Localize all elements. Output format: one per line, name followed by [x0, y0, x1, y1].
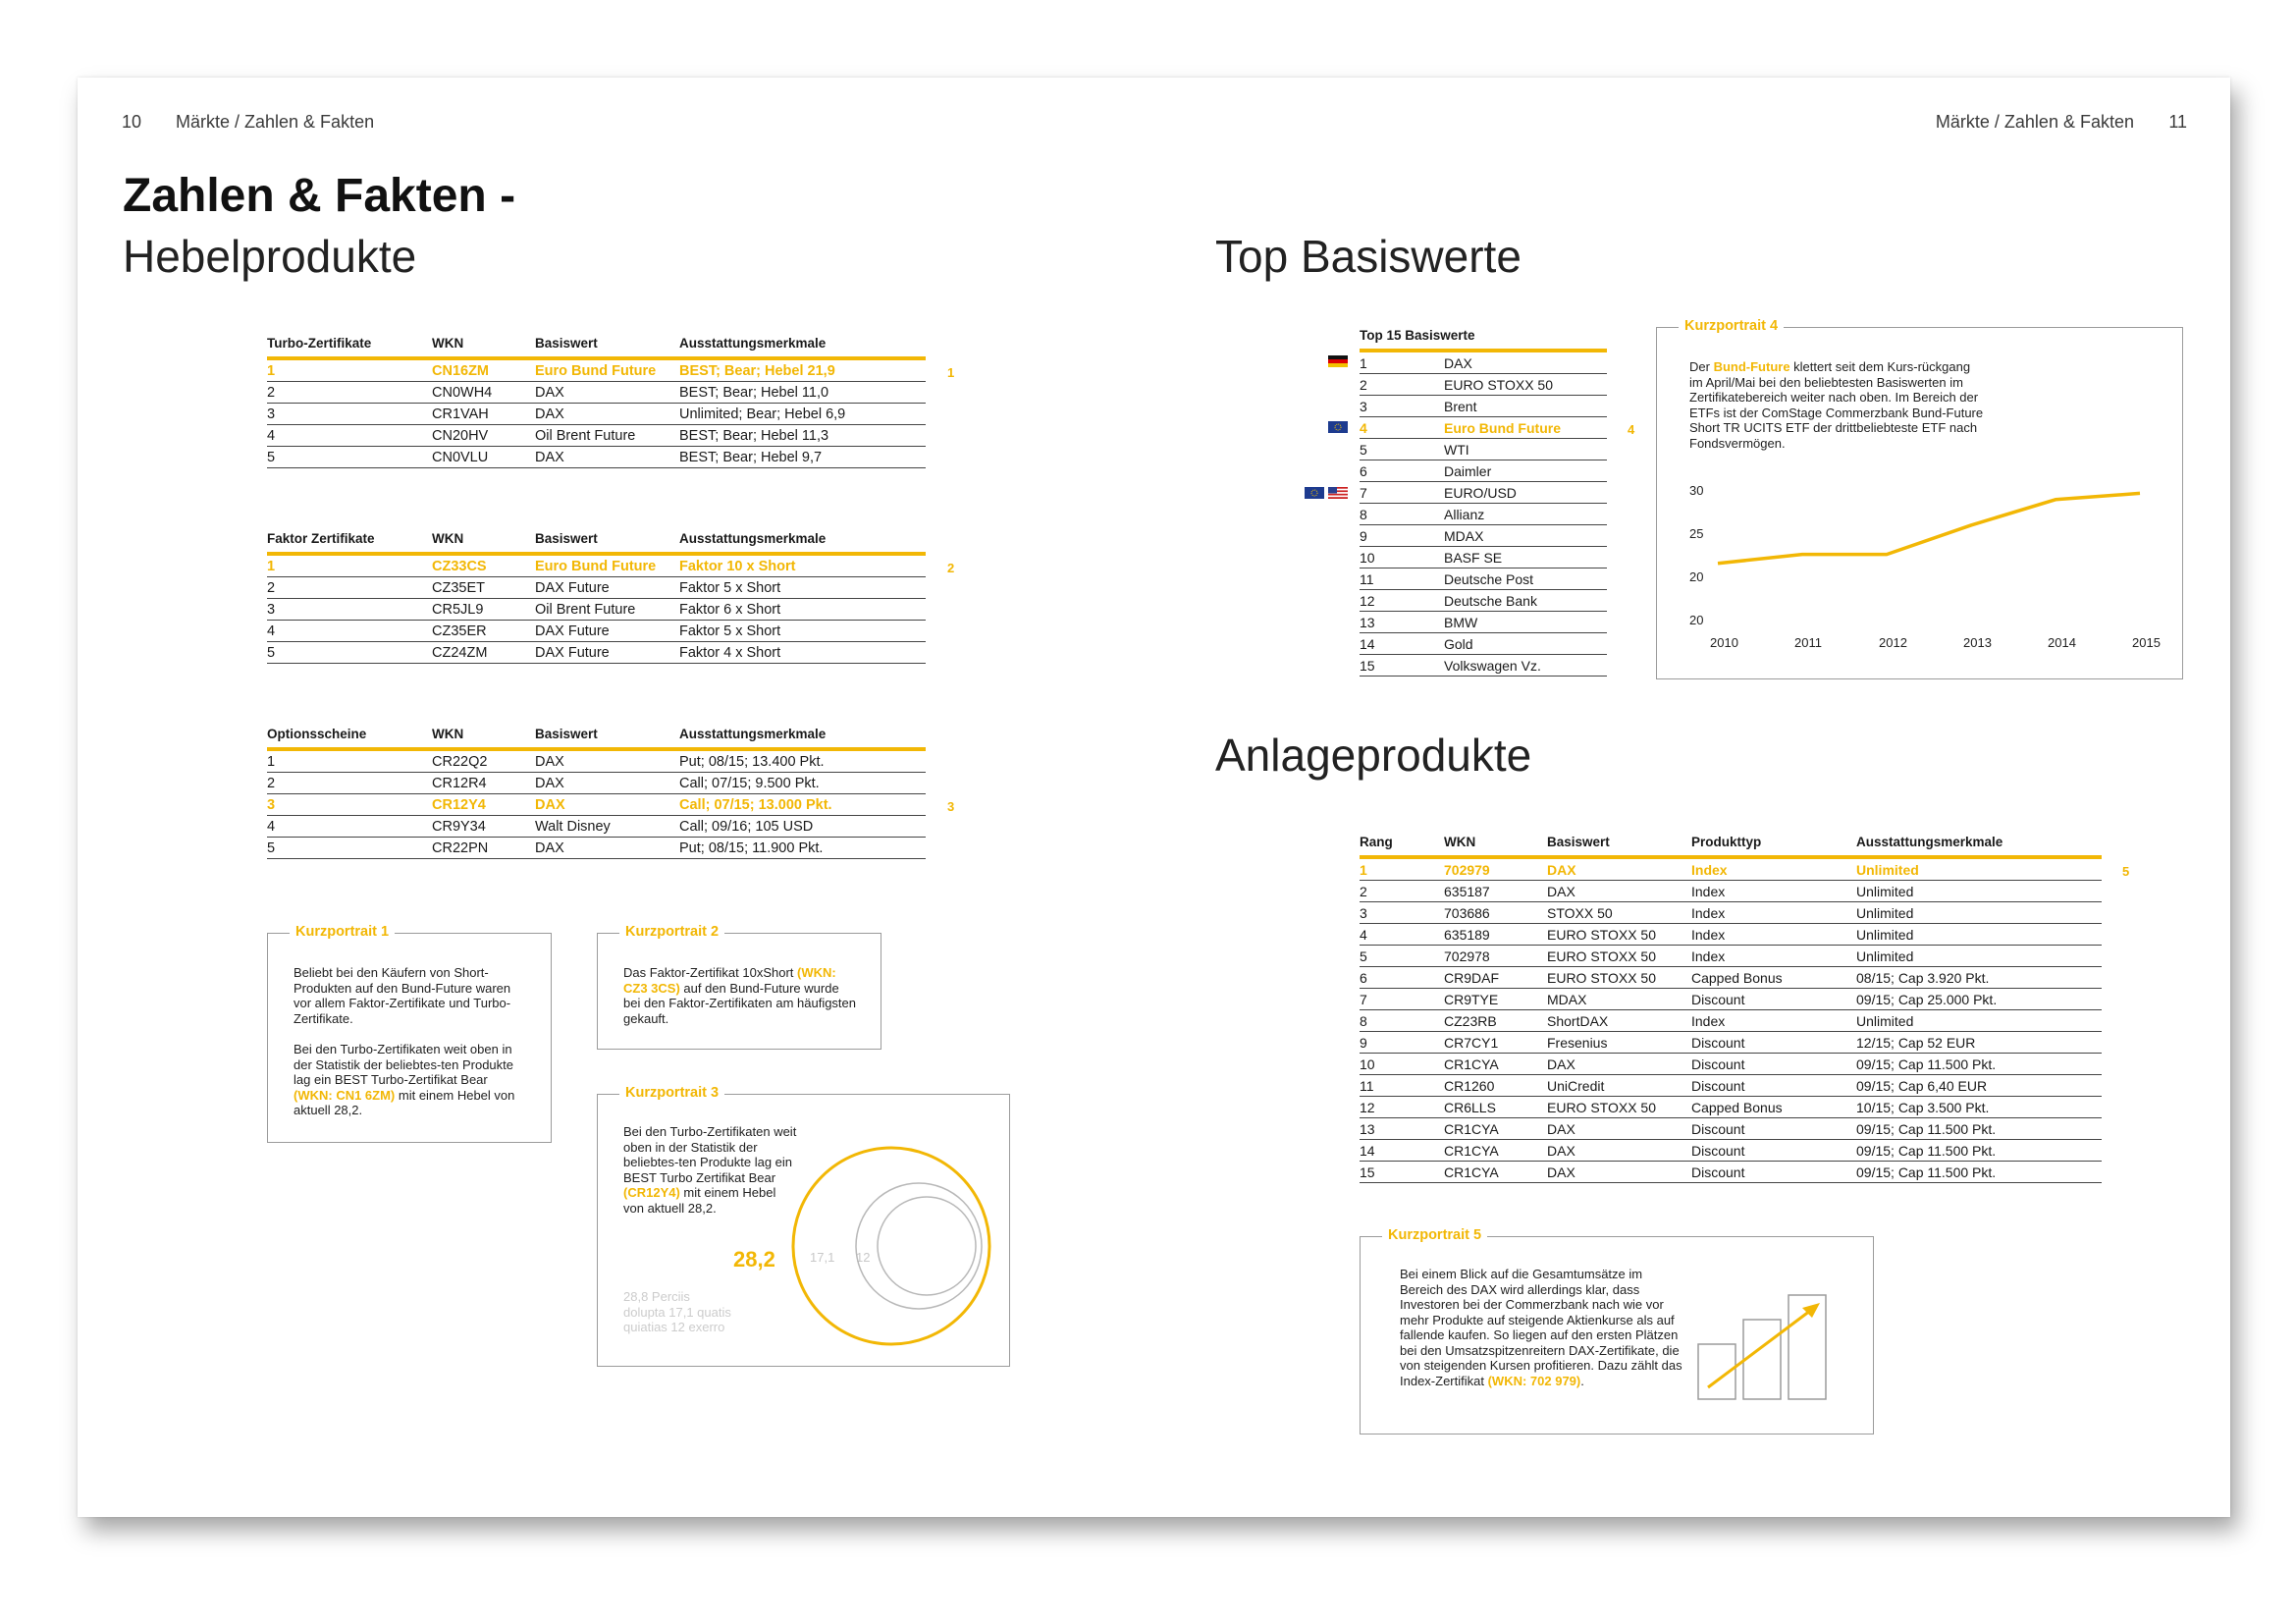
kurzportrait-1-box: [267, 924, 552, 1143]
column-header: Faktor Zertifikate: [267, 526, 432, 554]
table-row: 2 EURO STOXX 50: [1360, 374, 1607, 396]
wkn-highlight: (WKN: CN1 6ZM): [294, 1087, 396, 1103]
y-tick-label: 20: [1689, 569, 1704, 584]
kurzportrait-3-title: Kurzportrait 3: [619, 1085, 724, 1101]
x-tick-label: 2010: [1710, 635, 1738, 650]
faktor-table: [267, 526, 926, 664]
table-row: 9 CR7CY1 Fresenius Discount 12/15; Cap 52 EUR: [1360, 1032, 2102, 1054]
x-tick-label: 2011: [1794, 635, 1822, 650]
column-header: Turbo-Zertifikate: [267, 331, 432, 358]
eu-flag-icon: [1328, 421, 1348, 433]
table-row: 5 WTI: [1360, 439, 1607, 460]
table-row: 4 Euro Bund Future: [1360, 417, 1607, 439]
table-row: 5 702978 EURO STOXX 50 Index Unlimited: [1360, 946, 2102, 967]
table-row: 3 CR1VAH DAX Unlimited; Bear; Hebel 6,9: [267, 404, 926, 425]
table-row: 4 CR9Y34 Walt Disney Call; 09/16; 105 USD: [267, 816, 926, 838]
wkn-highlight: (WKN: CZ3 3CS): [623, 965, 836, 996]
table-row: 1 DAX: [1360, 351, 1607, 374]
table-row: 4 635189 EURO STOXX 50 Index Unlimited: [1360, 924, 2102, 946]
table-row: 3 CR5JL9 Oil Brent Future Faktor 6 x Short: [267, 599, 926, 621]
kurzportrait-1-text: Beliebt bei den Käufern von Short-Produkten auf den Bund-Future waren vor allem Faktor-Zertifikate und Turbo-Zertifikate. Bei den Turbo-Zertifikaten weit oben in der Statistik der beliebtes-ten Produkte lag ein BEST Turbo-Zertifikat Bear (WKN: CN1 6ZM) mit einem Hebel von aktuell 28,2.: [294, 965, 515, 1117]
anlageprodukte-title: Anlageprodukte: [1215, 730, 1532, 781]
table-row: 7 CR9TYE MDAX Discount 09/15; Cap 25.000 Pkt.: [1360, 989, 2102, 1010]
y-tick-label: 25: [1689, 526, 1704, 541]
table-row: 4 CZ35ER DAX Future Faktor 5 x Short: [267, 621, 926, 642]
column-header: Rang: [1360, 830, 1444, 857]
table-header-row: [267, 526, 926, 554]
wkn-highlight: (WKN: 702 979): [1487, 1373, 1581, 1388]
middle-ring: [856, 1183, 982, 1309]
page-title: Zahlen & Fakten -: [123, 170, 516, 222]
big-value: 28,2: [733, 1247, 775, 1272]
table-row: 11 CR1260 UniCredit Discount 09/15; Cap 6,40 EUR: [1360, 1075, 2102, 1097]
x-tick-label: 2015: [2132, 635, 2161, 650]
ring-chart: [789, 1144, 995, 1350]
eu-flag-icon: [1305, 487, 1324, 499]
rising-bars-icon: [1694, 1276, 1842, 1409]
table-row: 3 703686 STOXX 50 Index Unlimited: [1360, 902, 2102, 924]
kurzportrait-1-title: Kurzportrait 1: [290, 924, 395, 940]
kurzportrait-3-text: Bei den Turbo-Zertifikaten weit oben in der Statistik der beliebtes-ten Produkte lag ein BEST Turbo Zertifikat Bear (CR12Y4) mit einem Hebel von aktuell 28,2.: [623, 1124, 797, 1216]
y-tick-label: 20: [1689, 613, 1704, 627]
faktor-marker: 2: [947, 561, 955, 575]
table-row: 2 635187 DAX Index Unlimited: [1360, 881, 2102, 902]
german-flag-icon: [1328, 355, 1348, 367]
kurzportrait-5-box: [1360, 1227, 1874, 1435]
table-header-row: [1360, 323, 1607, 351]
table-row: 14 Gold: [1360, 633, 1607, 655]
left-page-number: 10: [122, 112, 142, 132]
table-row: 10 BASF SE: [1360, 547, 1607, 568]
bund-future-highlight: Bund-Future: [1713, 359, 1790, 374]
left-section-label: Märkte / Zahlen & Fakten: [176, 112, 375, 132]
ring-value-1: 17,1: [810, 1250, 835, 1265]
kurzportrait-2-box: [597, 924, 881, 1050]
table-row: 8 CZ23RB ShortDAX Index Unlimited: [1360, 1010, 2102, 1032]
page-subtitle: Hebelprodukte: [123, 231, 417, 282]
kurzportrait-5-title: Kurzportrait 5: [1382, 1227, 1487, 1243]
column-header: Basiswert: [535, 331, 679, 358]
table-row: 15 Volkswagen Vz.: [1360, 655, 1607, 677]
anlage-table: [1360, 830, 2102, 1183]
turbo-table: [267, 331, 926, 468]
right-page-number: 11: [2168, 112, 2187, 132]
kurzportrait-4-title: Kurzportrait 4: [1679, 318, 1784, 334]
brochure-spread: [78, 78, 2230, 1517]
options-marker: 3: [947, 799, 955, 814]
line-chart: [1657, 480, 2182, 667]
table-header-row: [267, 722, 926, 749]
table-row: 1 CZ33CS Euro Bund Future Faktor 10 x Short: [267, 554, 926, 577]
column-header: Basiswert: [535, 526, 679, 554]
table-row: 5 CN0VLU DAX BEST; Bear; Hebel 9,7: [267, 447, 926, 468]
right-section-label: Märkte / Zahlen & Fakten: [1935, 112, 2134, 132]
table-header-row: [267, 331, 926, 358]
kurzportrait-4-box: [1656, 318, 2183, 679]
column-header: Top 15 Basiswerte: [1360, 323, 1607, 351]
faded-text: 28,8 Perciis dolupta 17,1 quatis quiatias 12 exerro: [623, 1289, 731, 1334]
column-header: Ausstattungsmerkmale: [1856, 830, 2102, 857]
outer-ring: [793, 1148, 989, 1344]
kurzportrait-2-text: Das Faktor-Zertifikat 10xShort (WKN: CZ3 3CS) auf den Bund-Future wurde bei den Faktor-Zertifikaten am häufigsten gekauft.: [623, 965, 857, 1026]
table-row: 10 CR1CYA DAX Discount 09/15; Cap 11.500 Pkt.: [1360, 1054, 2102, 1075]
x-tick-label: 2014: [2048, 635, 2076, 650]
table-row: 6 CR9DAF EURO STOXX 50 Capped Bonus 08/15; Cap 3.920 Pkt.: [1360, 967, 2102, 989]
table-row: 3 Brent: [1360, 396, 1607, 417]
table-row: 13 BMW: [1360, 612, 1607, 633]
table-row: 5 CR22PN DAX Put; 08/15; 11.900 Pkt.: [267, 838, 926, 859]
column-header: Optionsscheine: [267, 722, 432, 749]
table-row: 4 CN20HV Oil Brent Future BEST; Bear; Hebel 11,3: [267, 425, 926, 447]
y-tick-label: 30: [1689, 483, 1704, 498]
table-row: 5 CZ24ZM DAX Future Faktor 4 x Short: [267, 642, 926, 664]
kurzportrait-2-title: Kurzportrait 2: [619, 924, 724, 940]
table-row: 6 Daimler: [1360, 460, 1607, 482]
top15-marker: 4: [1628, 422, 1635, 437]
kurzportrait-4-text: Der Bund-Future klettert seit dem Kurs-rückgang im April/Mai bei den beliebtesten Basiswerten im Zertifikatebereich weiter nach oben. Im Bereich der ETFs ist der ComStage Commerzbank Bund-Future Short TR UCITS ETF der drittbeliebteste ETF nach Fondsvermögen.: [1689, 359, 1984, 451]
turbo-marker: 1: [947, 365, 955, 380]
column-header: Ausstattungsmerkmale: [679, 331, 926, 358]
column-header: WKN: [1444, 830, 1547, 857]
table-row: 1 CR22Q2 DAX Put; 08/15; 13.400 Pkt.: [267, 749, 926, 773]
table-row: 2 CR12R4 DAX Call; 07/15; 9.500 Pkt.: [267, 773, 926, 794]
kurzportrait-3-box: [597, 1085, 1010, 1367]
wkn-highlight: (CR12Y4): [623, 1185, 680, 1200]
column-header: WKN: [432, 526, 535, 554]
table-row: 3 CR12Y4 DAX Call; 07/15; 13.000 Pkt.: [267, 794, 926, 816]
table-row: 15 CR1CYA DAX Discount 09/15; Cap 11.500 Pkt.: [1360, 1162, 2102, 1183]
ring-value-2: 12: [856, 1250, 871, 1265]
table-row: 7 EURO/USD: [1360, 482, 1607, 504]
table-row: 2 CZ35ET DAX Future Faktor 5 x Short: [267, 577, 926, 599]
top15-table: [1360, 323, 1607, 677]
table-row: 12 Deutsche Bank: [1360, 590, 1607, 612]
table-row: 13 CR1CYA DAX Discount 09/15; Cap 11.500 Pkt.: [1360, 1118, 2102, 1140]
column-header: Ausstattungsmerkmale: [679, 526, 926, 554]
table-row: 12 CR6LLS EURO STOXX 50 Capped Bonus 10/15; Cap 3.500 Pkt.: [1360, 1097, 2102, 1118]
table-row: 11 Deutsche Post: [1360, 568, 1607, 590]
inner-ring: [878, 1197, 976, 1295]
column-header: Basiswert: [535, 722, 679, 749]
column-header: WKN: [432, 331, 535, 358]
x-tick-label: 2013: [1963, 635, 1992, 650]
anlage-marker: 5: [2122, 864, 2130, 879]
table-row: 2 CN0WH4 DAX BEST; Bear; Hebel 11,0: [267, 382, 926, 404]
table-row: 9 MDAX: [1360, 525, 1607, 547]
us-flag-icon: [1328, 487, 1348, 499]
table-row: 8 Allianz: [1360, 504, 1607, 525]
series-line: [1718, 493, 2140, 563]
options-table: [267, 722, 926, 859]
column-header: Ausstattungsmerkmale: [679, 722, 926, 749]
table-row: 1 702979 DAX Index Unlimited: [1360, 857, 2102, 881]
column-header: WKN: [432, 722, 535, 749]
top-basiswerte-title: Top Basiswerte: [1215, 231, 1522, 282]
kurzportrait-5-text: Bei einem Blick auf die Gesamtumsätze im Bereich des DAX wird allerdings klar, dass Investoren bei der Commerzbank nach wie vor mehr Produkte auf steigende Aktienkurse als auf fallende kaufen. So liegen auf den ersten Plätzen bei den Umsatzspitzenreitern DAX-Zertifikate, die von steigenden Kursen profitieren. Dazu zählt das Index-Zertifikat (WKN: 702 979).: [1400, 1267, 1682, 1388]
table-header-row: [1360, 830, 2102, 857]
table-row: 1 CN16ZM Euro Bund Future BEST; Bear; Hebel 21,9: [267, 358, 926, 382]
column-header: Basiswert: [1547, 830, 1691, 857]
x-tick-label: 2012: [1879, 635, 1907, 650]
table-row: 14 CR1CYA DAX Discount 09/15; Cap 11.500 Pkt.: [1360, 1140, 2102, 1162]
column-header: Produkttyp: [1691, 830, 1856, 857]
